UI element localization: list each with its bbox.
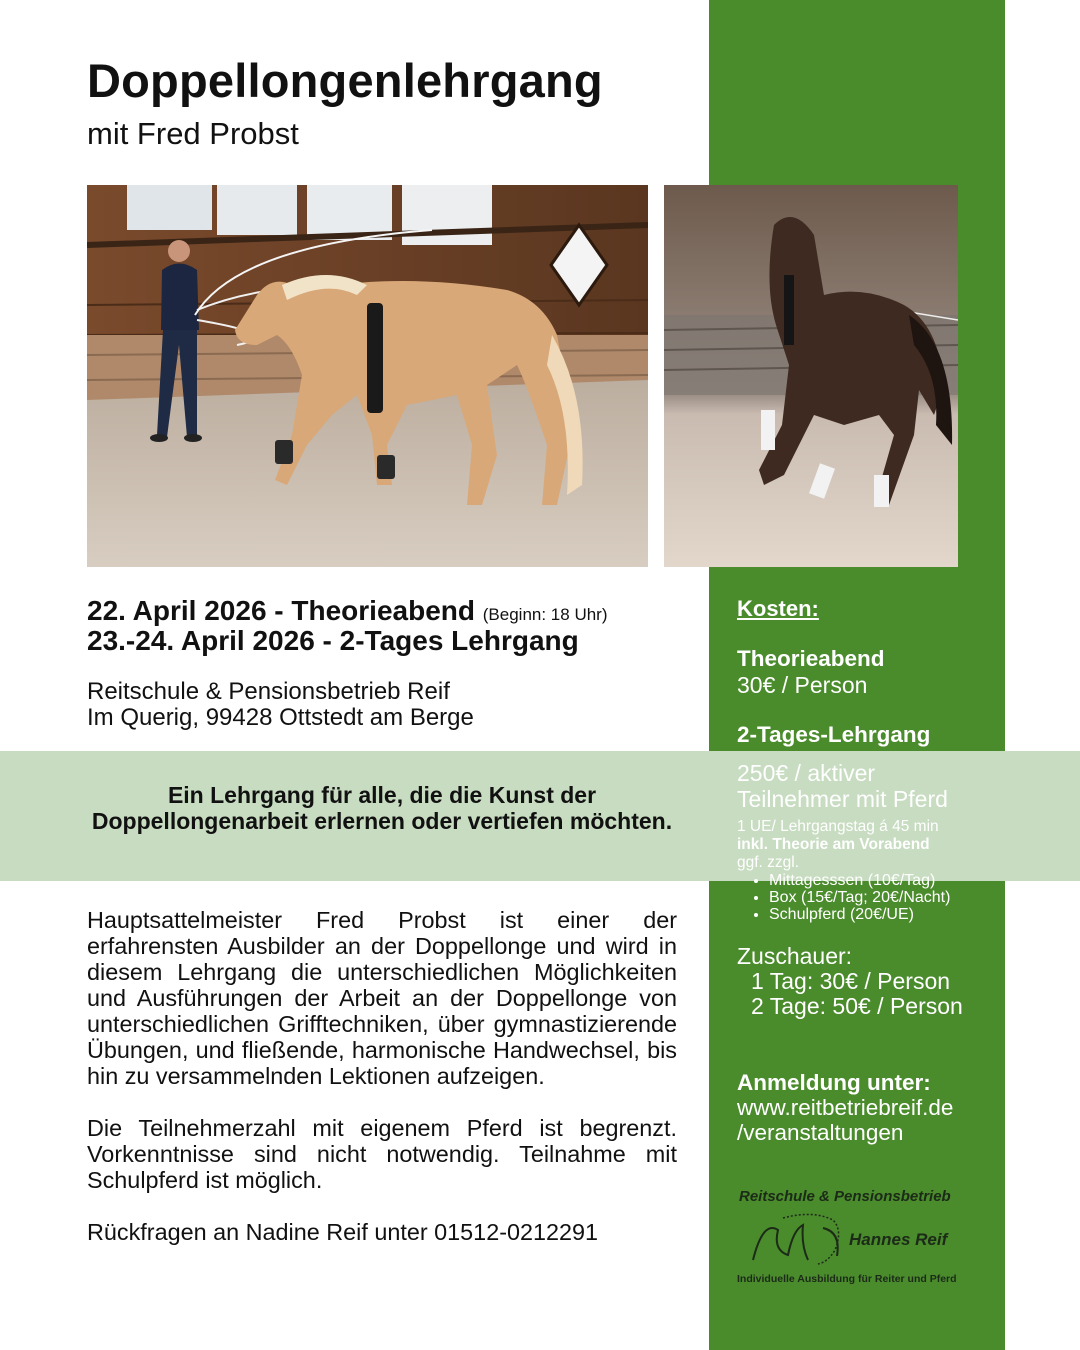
page-title: Doppellongenlehrgang [87,54,603,107]
extras-item-school-horse: • Schulpferd (20€/UE) [769,906,997,923]
course-details [737,818,997,923]
course-price: 250€ / aktiver Teilnehmer mit Pferd [737,760,948,812]
tagline-banner: Ein Lehrgang für alle, die die Kunst der Doppellongenarbeit erlernen oder vertiefen möchten. [91,782,673,834]
horse-monogram-icon [743,1210,853,1272]
extras-list [737,872,997,923]
logo-line-3: Individuelle Ausbildung für Reiter und Pferd [737,1273,957,1285]
contact-paragraph: Rückfragen an Nadine Reif unter 01512-0212291 [87,1219,599,1245]
signup-url-domain[interactable]: www.reitbetriebreif.de [737,1095,954,1120]
logo-line-1: Reitschule & Pensionsbetrieb [739,1188,951,1205]
course-heading: 2-Tages-Lehrgang [737,722,931,747]
description-paragraph-2: Die Teilnehmerzahl mit eigenem Pferd ist begrenzt. Vorkenntnisse sind nicht notwendig. Teilnahme mit Schulpferd ist möglich. [87,1115,677,1193]
description-paragraph-1: Hauptsattelmeister Fred Probst ist einer der erfahrensten Ausbilder an der Doppellonge und wird in diesem Lehrgang die unterschiedlichen Möglichkeiten und Ausführungen der Arbeit an der Doppellonge von unterschiedlichen Grifftechniken, über gymnastizierende Übungen, und fließende, harmonische Handwechsel, bis hin zu versammelnden Lektionen aufzeigen. [87,907,677,1089]
venue-street: Im Querig, 99428 Ottstedt am Berge [87,704,474,731]
spectators-block [737,944,963,1019]
signup-heading: Anmeldung unter: [737,1070,931,1095]
logo-line-2: Hannes Reif [849,1230,948,1249]
spectators-two-days: 2 Tage: 50€ / Person [751,993,963,1019]
theory-heading: Theorieabend [737,646,885,671]
event-date-theory [87,595,608,627]
stable-logo [735,1186,980,1296]
signup-url-path[interactable]: /veranstaltungen [737,1120,904,1145]
photo-bay-horse [664,185,958,567]
course-note-duration: 1 UE/ Lehrgangstag á 45 min [737,818,939,835]
signup-block [737,1070,953,1145]
photo-trainer-with-palomino [87,185,648,567]
extras-item-box: • Box (15€/Tag; 20€/Nacht) [769,889,997,906]
description [87,907,677,1271]
spectators-heading: Zuschauer: [737,943,853,969]
course-note-extra: ggf. zzgl. [737,854,800,871]
venue-address [87,679,474,731]
theory-price: 30€ / Person [737,672,868,698]
spectators-one-day: 1 Tag: 30€ / Person [751,968,951,994]
extras-item-lunch: • Mittagesssen (10€/Tag) [769,872,997,889]
venue-name: Reitschule & Pensionsbetrieb Reif [87,678,450,705]
costs-heading: Kosten: [737,596,819,621]
course-note-theory: inkl. Theorie am Vorabend [737,836,930,853]
event-date-theory-note: (Beginn: 18 Uhr) [482,605,608,624]
event-date-theory-label: 22. April 2026 - Theorieabend [87,595,475,626]
page-subtitle: mit Fred Probst [87,116,299,151]
event-date-course: 23.-24. April 2026 - 2-Tages Lehrgang [87,625,579,656]
